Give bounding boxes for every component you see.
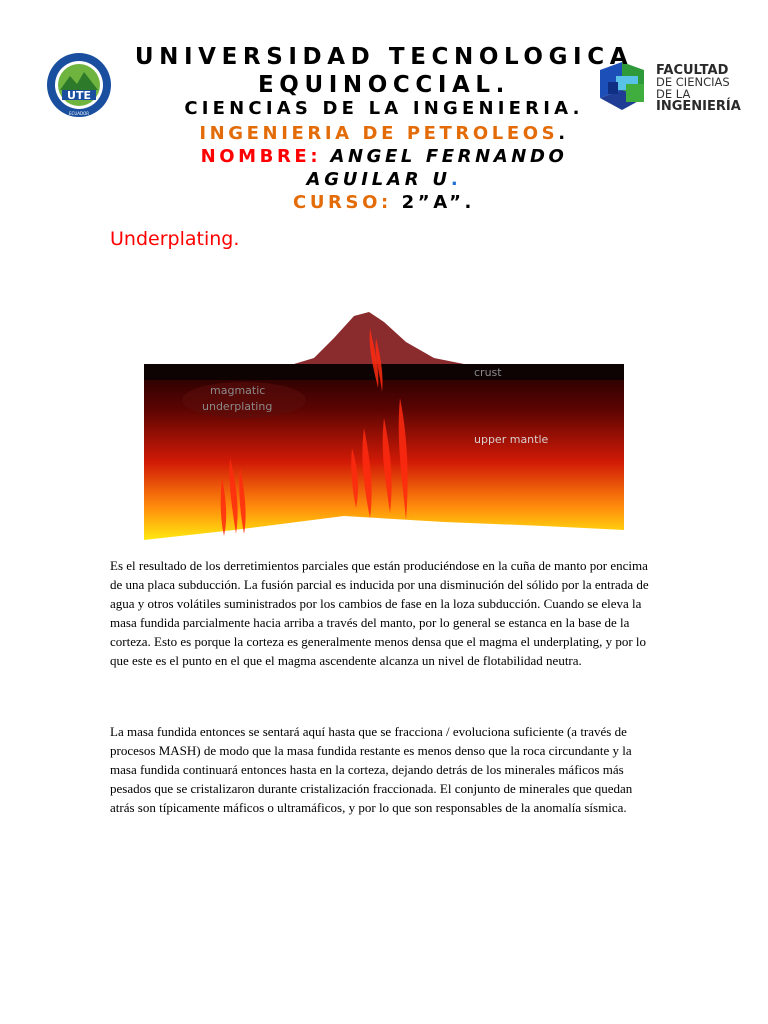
career-name xyxy=(0,123,768,144)
university-name-line2: EQUINOCCIAL. xyxy=(257,72,510,98)
crust-label: crust xyxy=(474,366,502,379)
body-paragraph: La masa fundida entonces se sentará aquí hasta que se fracciona / evoluciona suficiente (a través de procesos MASH) de modo que la masa fundida restante es menos denso que la roca circundante y la masa fundida continuará entonces hasta en la corteza, dejando detrás de los minerales máficos más pesados que se cristalizaron durante cristalización fraccionada. El conjunto de minerales que quedan atrás son típicamente máficos o ultramáficos, y por lo que son responsables de la anomalía sísmica. xyxy=(110,724,633,815)
underplating-diagram xyxy=(144,308,626,544)
ute-logo-sub: ECUADOR xyxy=(69,111,89,116)
university-name-line1: UNIVERSIDAD TECNOLOGICA xyxy=(134,44,634,70)
name-label: NOMBRE: xyxy=(200,146,322,167)
course-value: 2”A”. xyxy=(401,192,475,213)
body-paragraph: Es el resultado de los derretimientos parciales que están produciéndose en la cuña de manto por encima de una placa subducción. La fusión parcial es inducida por una disminución del sólido por la entrada de agua y otros volátiles suministrados por los cambios de fase en la loza subducción. Cuando se eleva la masa fundida parcialmente hacia arriba a través del manto, por lo general se estanca en la base de la corteza. Esto es porque la corteza es generalmente menos densa que el magma el underplating, y por lo que este es el punto en el que el magma ascendente alcanza un nivel de flotabilidad neutra. xyxy=(110,558,649,668)
surname-value: AGUILAR U xyxy=(306,169,451,190)
career-dot: . xyxy=(558,123,569,144)
student-surname-line xyxy=(0,169,768,190)
ute-logo-text: UTE xyxy=(67,89,91,102)
faculty-logo-line: INGENIERÍA xyxy=(656,99,741,114)
faculty-logo-line: FACULTAD xyxy=(656,63,729,78)
faculty-logo-line: DE LA xyxy=(656,86,691,101)
faculty-name: CIENCIAS DE LA INGENIERIA. xyxy=(184,98,584,119)
career-text: INGENIERIA DE PETROLEOS xyxy=(199,123,559,144)
name-value: ANGEL FERNANDO xyxy=(330,146,568,167)
underplating-label-line2: underplating xyxy=(202,400,273,413)
mantle-label: upper mantle xyxy=(474,433,549,446)
course-line xyxy=(0,192,768,213)
section-title: Underplating. xyxy=(110,228,240,250)
surname-dot: . xyxy=(450,169,462,190)
course-label: CURSO: xyxy=(293,192,392,213)
crust-layer xyxy=(144,364,624,380)
student-name-line xyxy=(0,146,768,167)
underplating-label-line1: magmatic xyxy=(210,384,266,397)
faculty-logo-line: DE CIENCIAS xyxy=(656,75,730,89)
